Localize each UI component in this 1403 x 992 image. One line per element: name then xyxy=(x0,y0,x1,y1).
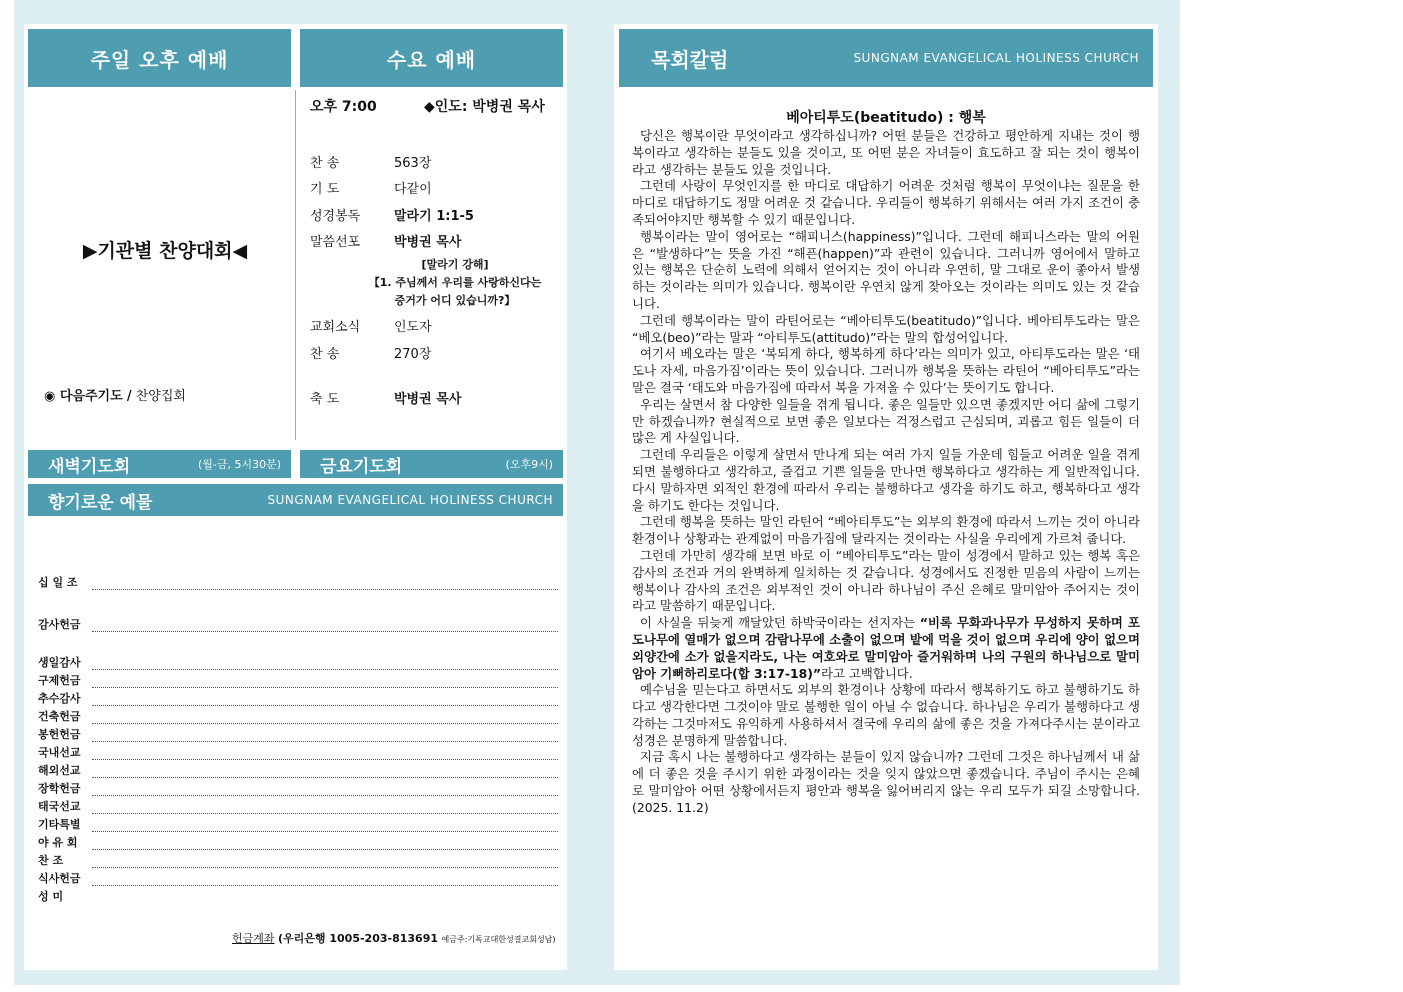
offering-label: 십 일 조 xyxy=(38,576,78,589)
friday-prayer-title: 금요기도회 xyxy=(320,456,403,477)
offering-line xyxy=(92,729,558,742)
offering-account xyxy=(232,930,556,946)
offering-line xyxy=(92,747,558,760)
offering-label: 장학헌금 xyxy=(38,782,81,795)
offering-row xyxy=(38,814,558,832)
wednesday-time: 오후 7:00 xyxy=(310,99,377,115)
offering-label: 건축헌금 xyxy=(38,710,81,723)
order-label: 축 도 xyxy=(310,392,340,407)
dawn-prayer-bar xyxy=(28,450,291,478)
sermon-line: 증거가 어디 있습니까?】 xyxy=(394,294,516,307)
account-holder: 예금주:기독교대한성결교회성남) xyxy=(441,935,556,944)
article-paragraph: 그런데 행복을 뜻하는 말인 라틴어 “베아티투도”는 외부의 환경에 따라서 느끼는 것이 아니라 환경이나 상황과는 관계없이 마음가짐에 달라지는 것이라는 사실을 우리에게 가르쳐 줍니다. xyxy=(632,514,1140,547)
article-paragraph: 행복이라는 말이 영어로는 “해피니스(happiness)”입니다. 그런데 해피니스라는 말의 어원은 “발생하다”는 뜻을 가진 “해픈(happen)”과 관련이 있습니다. 그러니까 영어에서 말하고 있는 행복은 단순히 노력에 의해서 얻어지는 것이 아니라 우연히, 말 그대로 운이 좋아서 발생하는 것이라는 의미가 있습니다. 행복이란 우연치 않게 찾아오는 것이라는 의미도 있는 것 같습니다. xyxy=(632,228,1140,311)
order-value: 563장 xyxy=(394,156,432,171)
wednesday-leader: ◆인도: 박병권 목사 xyxy=(424,99,545,115)
offering-bar xyxy=(28,484,563,516)
sunday-pm-header xyxy=(28,29,291,87)
article-paragraph-quote xyxy=(632,615,1140,682)
sermon-series: [말라기 강해] xyxy=(421,258,489,271)
dawn-prayer-time: (월-금, 5시30분) xyxy=(197,458,281,471)
offering-line xyxy=(92,837,558,850)
offering-line xyxy=(92,765,558,778)
offering-line xyxy=(92,619,558,632)
sunday-pm-header-text: 주일 오후 예배 xyxy=(90,47,229,72)
offering-label: 국내선교 xyxy=(38,746,81,759)
offering-row xyxy=(38,832,558,850)
offering-label: 태국선교 xyxy=(38,800,81,813)
column-header-bar xyxy=(619,29,1153,87)
offering-row xyxy=(38,724,558,742)
offering-church-name: SUNGNAM EVANGELICAL HOLINESS CHURCH xyxy=(267,493,553,507)
offering-label: 기타특별 xyxy=(38,818,81,831)
order-label: 교회소식 xyxy=(310,320,361,335)
article-paragraph: 여기서 베오라는 말은 ‘복되게 하다, 행복하게 하다’라는 의미가 있고, 아티투도라는 말은 ‘태도나 자세, 마음가짐’이라는 뜻이 있습니다. 그러니까 행복을 뜻하는 라틴어 “베아티투도”라는 말은 결국 ‘태도와 마음가짐에 따라서 복을 가져올 수 있다’는 뜻이기도 합니다. xyxy=(632,346,1140,395)
offering-row xyxy=(38,652,558,670)
friday-prayer-time: (오후9시) xyxy=(505,458,553,471)
offering-label: 식사헌금 xyxy=(38,872,81,885)
order-value: 270장 xyxy=(394,347,432,362)
next-week-sep: / xyxy=(126,389,132,404)
order-label: 찬 송 xyxy=(310,347,340,362)
sermon-title xyxy=(360,256,550,310)
offering-title: 향기로운 예물 xyxy=(48,492,153,513)
column-header-title: 목회칼럼 xyxy=(651,47,729,72)
wednesday-header-text: 수요 예배 xyxy=(386,47,477,72)
next-week-prayer xyxy=(44,385,186,404)
offering-row xyxy=(38,760,558,778)
article-paragraph: 지금 혹시 나는 불행하다고 생각하는 분들이 있지 않습니까? 그런데 그것은 하나님께서 내 삶에 더 좋은 것을 주시기 위한 과정이라는 것을 잊지 않았으면 좋겠습니다. 주님이 주시는 은혜로 말미암아 어떤 상황에서든지 평안과 행복을 잃어버리지 않는 우리 모두가 되길 소망합니다. (2025. 11.2) xyxy=(632,749,1140,815)
offering-label: 찬 조 xyxy=(38,854,64,867)
article-paragraph: 그런데 사랑이 무엇인지를 한 마디로 대답하기 어려운 것처럼 행복이 무엇이냐는 질문을 한 마디로 대답하기도 정말 어려운 것 같습니다. 우리들이 행복하기 위해서는 여러 가지 조건이 충족되어야지만 행복할 수 있기 때문입니다. xyxy=(632,178,1140,227)
offering-label: 구제헌금 xyxy=(38,674,81,687)
column-article-body xyxy=(632,128,1140,817)
account-label: 헌금계좌 xyxy=(232,932,275,945)
sunday-pm-event-title: ▶기관별 찬양대회◀ xyxy=(82,240,248,262)
offering-line xyxy=(92,801,558,814)
article-paragraph: 그런데 우리들은 이렇게 살면서 만나게 되는 여러 가지 일들 가운데 힘들고 어려운 일을 겪게 되면 불행하다고 생각하고, 즐겁고 기쁜 일들을 만나면 행복하다고 생각하는 게 일반적입니다. 다시 말하자면 외적인 환경에 따라서 우리는 불행하다고 생각을 하기도 하고, 행복하다고 생각을 하기도 한다는 것입니다. xyxy=(632,447,1140,513)
offering-row xyxy=(38,706,558,724)
quote-intro: 이 사실을 뒤늦게 깨달았던 하박국이라는 선지자는 xyxy=(640,615,920,631)
order-row xyxy=(310,152,431,171)
order-row xyxy=(310,178,432,197)
offering-label: 야 유 회 xyxy=(38,836,78,849)
offering-row xyxy=(38,868,558,886)
order-row xyxy=(310,343,431,362)
friday-prayer-bar xyxy=(300,450,563,478)
offering-label: 추수감사 xyxy=(38,692,81,705)
offering-label: 봉헌헌금 xyxy=(38,728,81,741)
offering-label: 감사헌금 xyxy=(38,618,81,631)
offering-line xyxy=(92,577,558,590)
article-paragraph: 우리는 살면서 참 다양한 일들을 겪게 됩니다. 좋은 일들만 있으면 좋겠지만 어디 삶에 그렇기만 하겠습니까? 현실적으로 보면 좋은 일보다는 걱정스럽고 근심되며, 괴롭고 힘든 일들이 더 많은 게 사실입니다. xyxy=(632,396,1140,446)
offering-line xyxy=(92,855,558,868)
order-value: 인도자 xyxy=(394,320,432,335)
offering-line xyxy=(92,711,558,724)
offering-line xyxy=(92,783,558,796)
order-value: 말라기 1:1-5 xyxy=(394,209,474,224)
offering-row xyxy=(38,796,558,814)
column-article-title: 베아티투도(beatitudo) : 행복 xyxy=(786,110,986,126)
offering-row xyxy=(38,778,558,796)
offering-line xyxy=(92,675,558,688)
next-week-value: 찬양집회 xyxy=(135,389,186,404)
article-paragraph: 당신은 행복이란 무엇이라고 생각하십니까? 어떤 분들은 건강하고 평안하게 지내는 것이 행복이라고 생각하는 분들도 있을 것이고, 또 어떤 분은 자녀들이 효도하고 잘 되는 것이 행복이라고 생각하는 분들도 있을 것입니다. xyxy=(632,128,1140,177)
offering-row xyxy=(38,850,558,868)
order-label: 성경봉독 xyxy=(310,209,361,224)
offering-row xyxy=(38,572,558,590)
offering-row xyxy=(38,614,558,632)
offering-row xyxy=(38,688,558,706)
column-church-name: SUNGNAM EVANGELICAL HOLINESS CHURCH xyxy=(853,51,1139,65)
article-paragraph: 예수님을 믿는다고 하면서도 외부의 환경이나 상황에 따라서 행복하기도 하고 불행하기도 하다고 생각한다면 그것이야 말로 불행한 일이 아닐 수 없습니다. 하나님은 우리가 불행하다고 생각하는 그것마저도 유익하게 사용하셔서 결국에 우리의 삶에 좋은 것을 가져다주시는 분이라고 성경은 분명하게 말씀합니다. xyxy=(632,682,1140,748)
offering-label: 성 미 xyxy=(38,890,64,903)
wednesday-header xyxy=(300,29,563,87)
offering-line xyxy=(92,873,558,886)
offering-line xyxy=(92,657,558,670)
order-row xyxy=(310,388,461,407)
offering-label: 생일감사 xyxy=(38,656,81,669)
quote-outro: 라고 고백합니다. xyxy=(821,665,913,681)
order-label: 기 도 xyxy=(310,182,340,197)
order-label: 찬 송 xyxy=(310,156,340,171)
dawn-prayer-title: 새벽기도회 xyxy=(48,456,131,477)
offering-row xyxy=(38,886,558,904)
offering-row xyxy=(38,742,558,760)
article-paragraph: 그런데 가만히 생각해 보면 바로 이 “베아티투도”라는 말이 성경에서 말하고 있는 행복 혹은 감사의 조건과 거의 완벽하게 일치하는 것 같습니다. 성경에서도 진정한 믿음의 사람이 느끼는 행복이나 감사의 조건은 외부적인 것이 아니라 하나님이 주신 은혜로 말미암아 주어지는 것이라고 말씀하기 때문입니다. xyxy=(632,547,1140,614)
order-value: 박병권 목사 xyxy=(394,392,462,407)
order-row xyxy=(310,316,432,335)
order-row xyxy=(310,231,461,250)
offering-row xyxy=(38,670,558,688)
next-week-label: ◉ 다음주기도 xyxy=(44,389,123,404)
article-paragraph: 그런데 행복이라는 말이 라틴어로는 “베아티투도(beatitudo)”입니다. 베아티투도라는 말은 “베오(beo)”라는 말과 “아티투도(attitudo)”라는 말의 합성어입니다. xyxy=(632,312,1140,345)
account-number: (우리은행 1005-203-813691 xyxy=(278,932,439,945)
order-value: 박병권 목사 xyxy=(394,235,462,250)
order-value: 다같이 xyxy=(394,182,432,197)
order-label: 말씀선포 xyxy=(310,235,361,250)
scripture-quote: “비록 무화과나무가 무성하지 못하며 포도나무에 열매가 없으며 감람나무에 소출이 없으며 밭에 먹을 것이 없으며 우리에 양이 없으며 외양간에 소가 없을지라도, 나는 여호와로 말미암아 즐거워하며 나의 구원의 하나님으로 말미암아 기뻐하리로다(합 3:17-18)” xyxy=(632,615,1140,681)
sermon-line: 【1. 주님께서 우리를 사랑하신다는 xyxy=(368,276,542,289)
offering-line xyxy=(92,819,558,832)
offering-label: 해외선교 xyxy=(38,764,81,777)
offering-line xyxy=(92,693,558,706)
column-divider xyxy=(295,90,296,440)
order-row xyxy=(310,205,474,224)
